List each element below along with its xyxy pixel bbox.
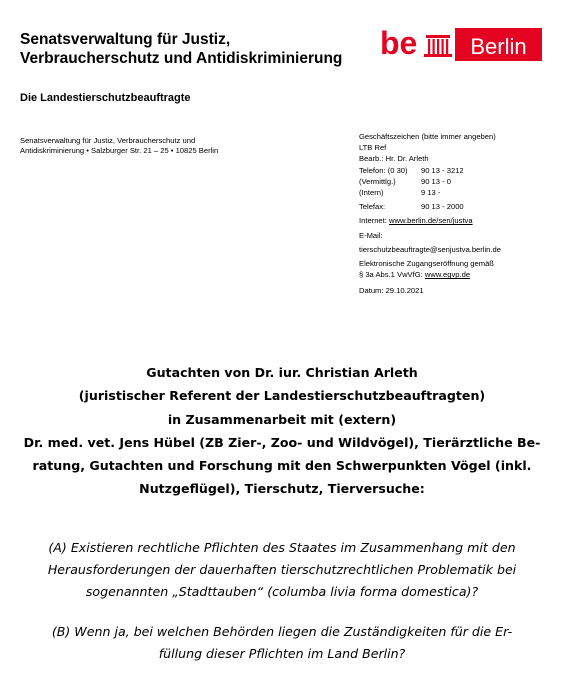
switchboard-label: (Vermittlg.) — [359, 176, 396, 186]
phone-row — [359, 165, 559, 176]
sender-line-2: Antidiskriminierung • Salzburger Str. 21 – 25 • 10825 Berlin — [20, 146, 219, 155]
department-subtitle: Die Landestierschutzbeauftragte — [20, 92, 191, 104]
internal-row — [359, 187, 559, 198]
egvp-link[interactable]: www.egvp.de — [424, 270, 471, 280]
internal-value: 9 13 - — [421, 188, 441, 198]
question-b-line: füllung dieser Pflichten im Land Berlin? — [158, 646, 406, 661]
brandenburg-gate-icon — [424, 35, 452, 57]
report-heading — [0, 361, 564, 501]
berlin-logo — [380, 27, 542, 61]
heading-line: Dr. med. vet. Jens Hübel (ZB Zier-, Zoo- und Wildvögel), Tierärztliche Be- — [23, 434, 541, 450]
document-date: Datum: 29.10.2021 — [359, 286, 424, 296]
heading-line: in Zusammenarbeit mit (extern) — [167, 411, 397, 427]
internet-link[interactable]: www.berlin.de/sen/justva — [389, 216, 473, 226]
heading-line: Nutzgeflügel), Tierschutz, Tierversuche: — [139, 481, 425, 497]
phone-label: Telefon: (0 30) — [359, 165, 408, 175]
logo-berlin-text: Berlin — [470, 34, 527, 59]
fax-label: Telefax: — [359, 202, 386, 212]
switchboard-value: 90 13 - 0 — [421, 176, 451, 186]
sender-line-1: Senatsverwaltung für Justiz, Verbraucherschutz und — [20, 136, 196, 145]
reference-code: LTB Ref — [359, 143, 387, 153]
fax-row — [359, 201, 559, 212]
email-address[interactable]: tierschutzbeauftragte@senjustva.berlin.de — [359, 244, 501, 254]
question-a-line: (A) Existieren rechtliche Pflichten des Staates im Zusammenhang mit den — [48, 540, 516, 555]
heading-line: Gutachten von Dr. iur. Christian Arleth — [146, 365, 418, 380]
switchboard-row — [359, 176, 559, 187]
logo-be-text: be — [380, 27, 418, 61]
internal-label: (Intern) — [359, 188, 384, 198]
organization-title-line-1: Senatsverwaltung für Justiz, — [20, 31, 231, 48]
internet-row — [359, 215, 559, 226]
phone-value: 90 13 - 3212 — [421, 165, 464, 175]
question-a-line: Herausforderungen der dauerhaften tierschutzrechtlichen Problematik bei — [47, 562, 517, 577]
question-b — [0, 621, 564, 665]
electronic-access-line-2 — [359, 269, 559, 280]
question-b-line: (B) Wenn ja, bei welchen Behörden liegen die Zuständigkeiten für die Er- — [51, 624, 513, 639]
editor: Bearb.: Hr. Dr. Arleth — [359, 154, 429, 164]
organization-title — [20, 30, 342, 68]
question-a — [0, 537, 564, 603]
contact-info-block — [359, 131, 559, 297]
question-a-line: sogenannten „Stadttauben“ (columba livia forma domestica)? — [85, 584, 479, 599]
fax-value: 90 13 - 2000 — [421, 202, 464, 212]
internet-label: Internet: — [359, 216, 387, 226]
heading-line: (juristischer Referent der Landestierschutzbeauftragten) — [78, 388, 486, 404]
organization-title-line-2: Verbraucherschutz und Antidiskriminierung — [20, 50, 343, 67]
reference-hint: Geschäftszeichen (bitte immer angeben) — [359, 132, 496, 141]
electronic-access-law: § 3a Abs.1 VwVfG: — [359, 270, 423, 280]
heading-line: ratung, Gutachten und Forschung mit den Schwerpunkten Vögel (inkl. — [32, 458, 532, 474]
email-label: E-Mail: — [359, 230, 383, 240]
sender-address — [20, 136, 300, 156]
electronic-access-line-1: Elektronische Zugangseröffnung gemäß — [359, 259, 494, 269]
